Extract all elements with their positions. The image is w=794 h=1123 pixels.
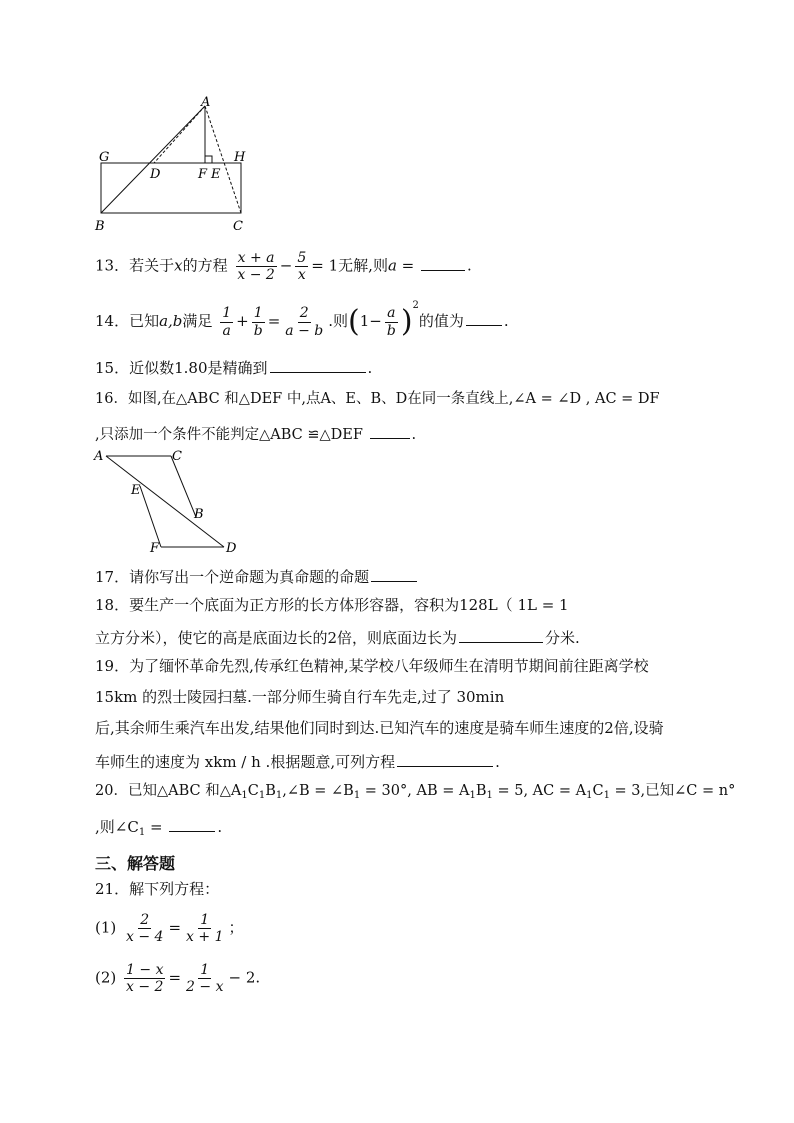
question-20-line2	[95, 817, 222, 838]
question-18-line2	[95, 628, 580, 646]
q21-p1-f2-num: 1	[200, 912, 210, 928]
label-A: A	[94, 449, 104, 464]
label-H: H	[234, 150, 246, 165]
q14-one-minus: 1−	[359, 312, 382, 330]
q21-p1-fraction-2	[184, 912, 225, 945]
q15-text: 15．近似数1.80是精确到	[95, 359, 268, 377]
q13-num: 13．若关于	[95, 256, 175, 275]
question-20-line1	[95, 784, 735, 801]
q21-p1-fraction-1	[124, 912, 165, 945]
q14-power: 2	[412, 300, 419, 311]
q20-sub-3: 1	[275, 790, 283, 801]
q21-p2-f1-den: x − 2	[126, 979, 164, 996]
q20-sub-1: 1	[241, 790, 248, 801]
q20-sub-4: 1	[353, 790, 361, 801]
q20-line2-b: =	[145, 818, 168, 836]
q20-sub-5: 1	[469, 790, 476, 801]
q20-sub-7: 1	[586, 790, 593, 801]
q18-line1: 18．要生产一个底面为正方形的长方体形容器，容积为128L（ 1L = 1	[95, 596, 569, 614]
question-18-line1	[95, 598, 569, 613]
q14-eq: =	[267, 312, 281, 330]
question-16-line1	[95, 392, 660, 407]
q16-answer-blank[interactable]	[370, 424, 410, 439]
q13-fraction-1	[235, 250, 276, 283]
q14-text3: 的值为	[418, 312, 464, 330]
section-3-title: 三、解答题	[95, 854, 176, 873]
label-D: D	[150, 167, 161, 182]
label-F: F	[198, 167, 208, 182]
q15-end: .	[367, 359, 373, 377]
q14-f4-den: b	[386, 322, 396, 339]
q14-num: 14．已知	[95, 312, 160, 330]
q14-f3-num: 2	[299, 305, 309, 322]
q14-text2: .则	[328, 312, 348, 330]
q14-plus: +	[236, 312, 249, 330]
q21-p2-eq: =	[168, 968, 182, 987]
q13-end: .	[467, 256, 472, 275]
label-E: E	[211, 167, 221, 182]
q20-part-d: = 5, AC = A	[492, 783, 587, 799]
q21-p2-label: (2)	[95, 968, 117, 987]
q20-part-c: = 30°, AB = A	[360, 783, 470, 799]
q13-text1: 的方程	[182, 256, 228, 275]
q21-p2-tail: − 2	[228, 968, 256, 987]
q14-fraction-1	[220, 305, 233, 338]
q19-line3: 后,其余师生乘汽车出发,结果他们同时到达.已知汽车的速度是骑车师生速度的2倍,设骑	[95, 719, 664, 737]
q20-part-a: 20．已知△ABC 和△A	[95, 783, 242, 799]
q14-text1: 满足	[182, 312, 213, 330]
q19-line1: 19．为了缅怀革命先烈,传承红色精神,某学校八年级师生在清明节期间前往距离学校	[95, 657, 649, 675]
q20-end: .	[217, 818, 223, 836]
q21-p1-label: (1)	[95, 918, 117, 937]
q14-fraction-3	[283, 305, 325, 338]
q16-line2: ,只添加一个条件不能判定△ABC ≌△DEF	[95, 427, 363, 443]
q19-line2: 15km 的烈士陵园扫墓.一部分师生骑自行车先走,过了 30min	[95, 688, 505, 706]
q20-part-e: = 3,已知∠C = n°	[609, 783, 736, 799]
q14-fraction-4	[385, 305, 398, 338]
label-B: B	[194, 507, 204, 522]
q14-f3-den: a − b	[285, 322, 324, 339]
q13-text2: = 1无解,则	[311, 256, 388, 275]
label-A: A	[201, 95, 211, 110]
question-16-line2	[95, 424, 416, 443]
q21-p1-eq: =	[168, 918, 182, 937]
q20-cc: C	[592, 783, 604, 799]
question-19-line2	[95, 690, 504, 705]
figure-rectangle-triangle	[90, 92, 260, 238]
q14-end: .	[503, 312, 509, 330]
q21-p1-f2-den: x + 1	[186, 929, 224, 946]
q20-bb: B	[475, 783, 487, 799]
label-E: E	[131, 483, 141, 498]
q13-var: x	[174, 256, 183, 275]
question-19-line3	[95, 721, 664, 736]
q14-paren-open: (	[348, 304, 360, 339]
question-19-line1	[95, 659, 649, 674]
label-D: D	[226, 541, 237, 556]
q20-sub-2: 1	[258, 790, 266, 801]
q15-answer-blank[interactable]	[270, 358, 366, 373]
q14-paren-close: )	[400, 304, 413, 339]
question-14	[95, 301, 509, 339]
q13-a: a	[387, 256, 397, 275]
q14-answer-blank[interactable]	[466, 311, 502, 326]
q21-p2-f2-den: 2 − x	[186, 979, 224, 996]
q13-f2-num: 5	[297, 250, 307, 266]
q17-text: 17．请你写出一个逆命题为真命题的命题	[95, 568, 370, 586]
q14-f1-den: a	[222, 322, 231, 339]
q13-f1-num: x + a	[237, 250, 275, 266]
question-19-line4	[95, 752, 500, 770]
q13-fraction-2	[295, 250, 308, 283]
q18-unit: 分米.	[545, 629, 580, 647]
q21-p1-end: ；	[228, 918, 244, 937]
question-15	[95, 358, 372, 376]
label-B: B	[95, 219, 105, 234]
q20-part-b: ,∠B = ∠B	[282, 783, 354, 799]
question-13	[95, 250, 472, 283]
q13-eq: =	[396, 256, 420, 275]
q21-p1-f1-num: 2	[140, 912, 150, 928]
label-F: F	[150, 541, 160, 556]
q19-answer-blank[interactable]	[397, 752, 493, 767]
q14-f4-num: a	[387, 305, 396, 322]
q21-p2-end: .	[255, 968, 261, 987]
label-C: C	[233, 219, 243, 234]
q20-sub-6: 1	[486, 790, 493, 801]
q13-f1-den: x − 2	[237, 267, 275, 284]
figure-parallelogram	[92, 443, 252, 558]
q17-answer-blank[interactable]	[371, 567, 417, 582]
q21-p2-fraction-2	[184, 962, 225, 995]
q16-end: .	[411, 427, 417, 443]
question-21-intro	[95, 882, 219, 897]
q16-line1: 16．如图,在△ABC 和△DEF 中,点A、E、B、D在同一条直线上,∠A = ∠D , AC = DF	[95, 391, 660, 407]
q18-line2: 立方分米），使它的高是底面边长的2倍，则底面边长为	[95, 629, 458, 647]
q13-f2-den: x	[297, 267, 306, 284]
q21-p2-f1-num: 1 − x	[126, 962, 164, 978]
q14-f2-num: 1	[253, 305, 263, 322]
q20-answer-blank[interactable]	[169, 817, 215, 832]
q20-c: C	[247, 783, 259, 799]
q14-fraction-2	[252, 305, 265, 338]
q20-line2-a: ,则∠C	[95, 818, 139, 836]
q21-p2-f2-num: 1	[200, 962, 210, 978]
q14-vars: a,b	[159, 312, 183, 330]
question-21-part-1	[95, 912, 244, 945]
q19-line4: 车师生的速度为 xkm / h .根据题意,可列方程	[95, 753, 396, 771]
q14-f2-den: b	[253, 322, 263, 339]
label-C: C	[172, 449, 182, 464]
q19-end: .	[495, 753, 500, 771]
question-17	[95, 567, 419, 585]
q13-minus: −	[279, 256, 293, 275]
question-21-part-2	[95, 962, 260, 995]
q20-sub-9: 1	[138, 827, 146, 838]
q13-answer-blank[interactable]	[421, 256, 465, 271]
q18-answer-blank[interactable]	[459, 628, 543, 643]
q21-intro: 21．解下列方程：	[95, 880, 220, 898]
q20-sub-8: 1	[603, 790, 610, 801]
q21-p1-f1-den: x − 4	[126, 929, 164, 946]
q14-f1-num: 1	[222, 305, 232, 322]
q20-b: B	[265, 783, 276, 799]
label-G: G	[99, 150, 110, 165]
q21-p2-fraction-1	[124, 962, 165, 995]
